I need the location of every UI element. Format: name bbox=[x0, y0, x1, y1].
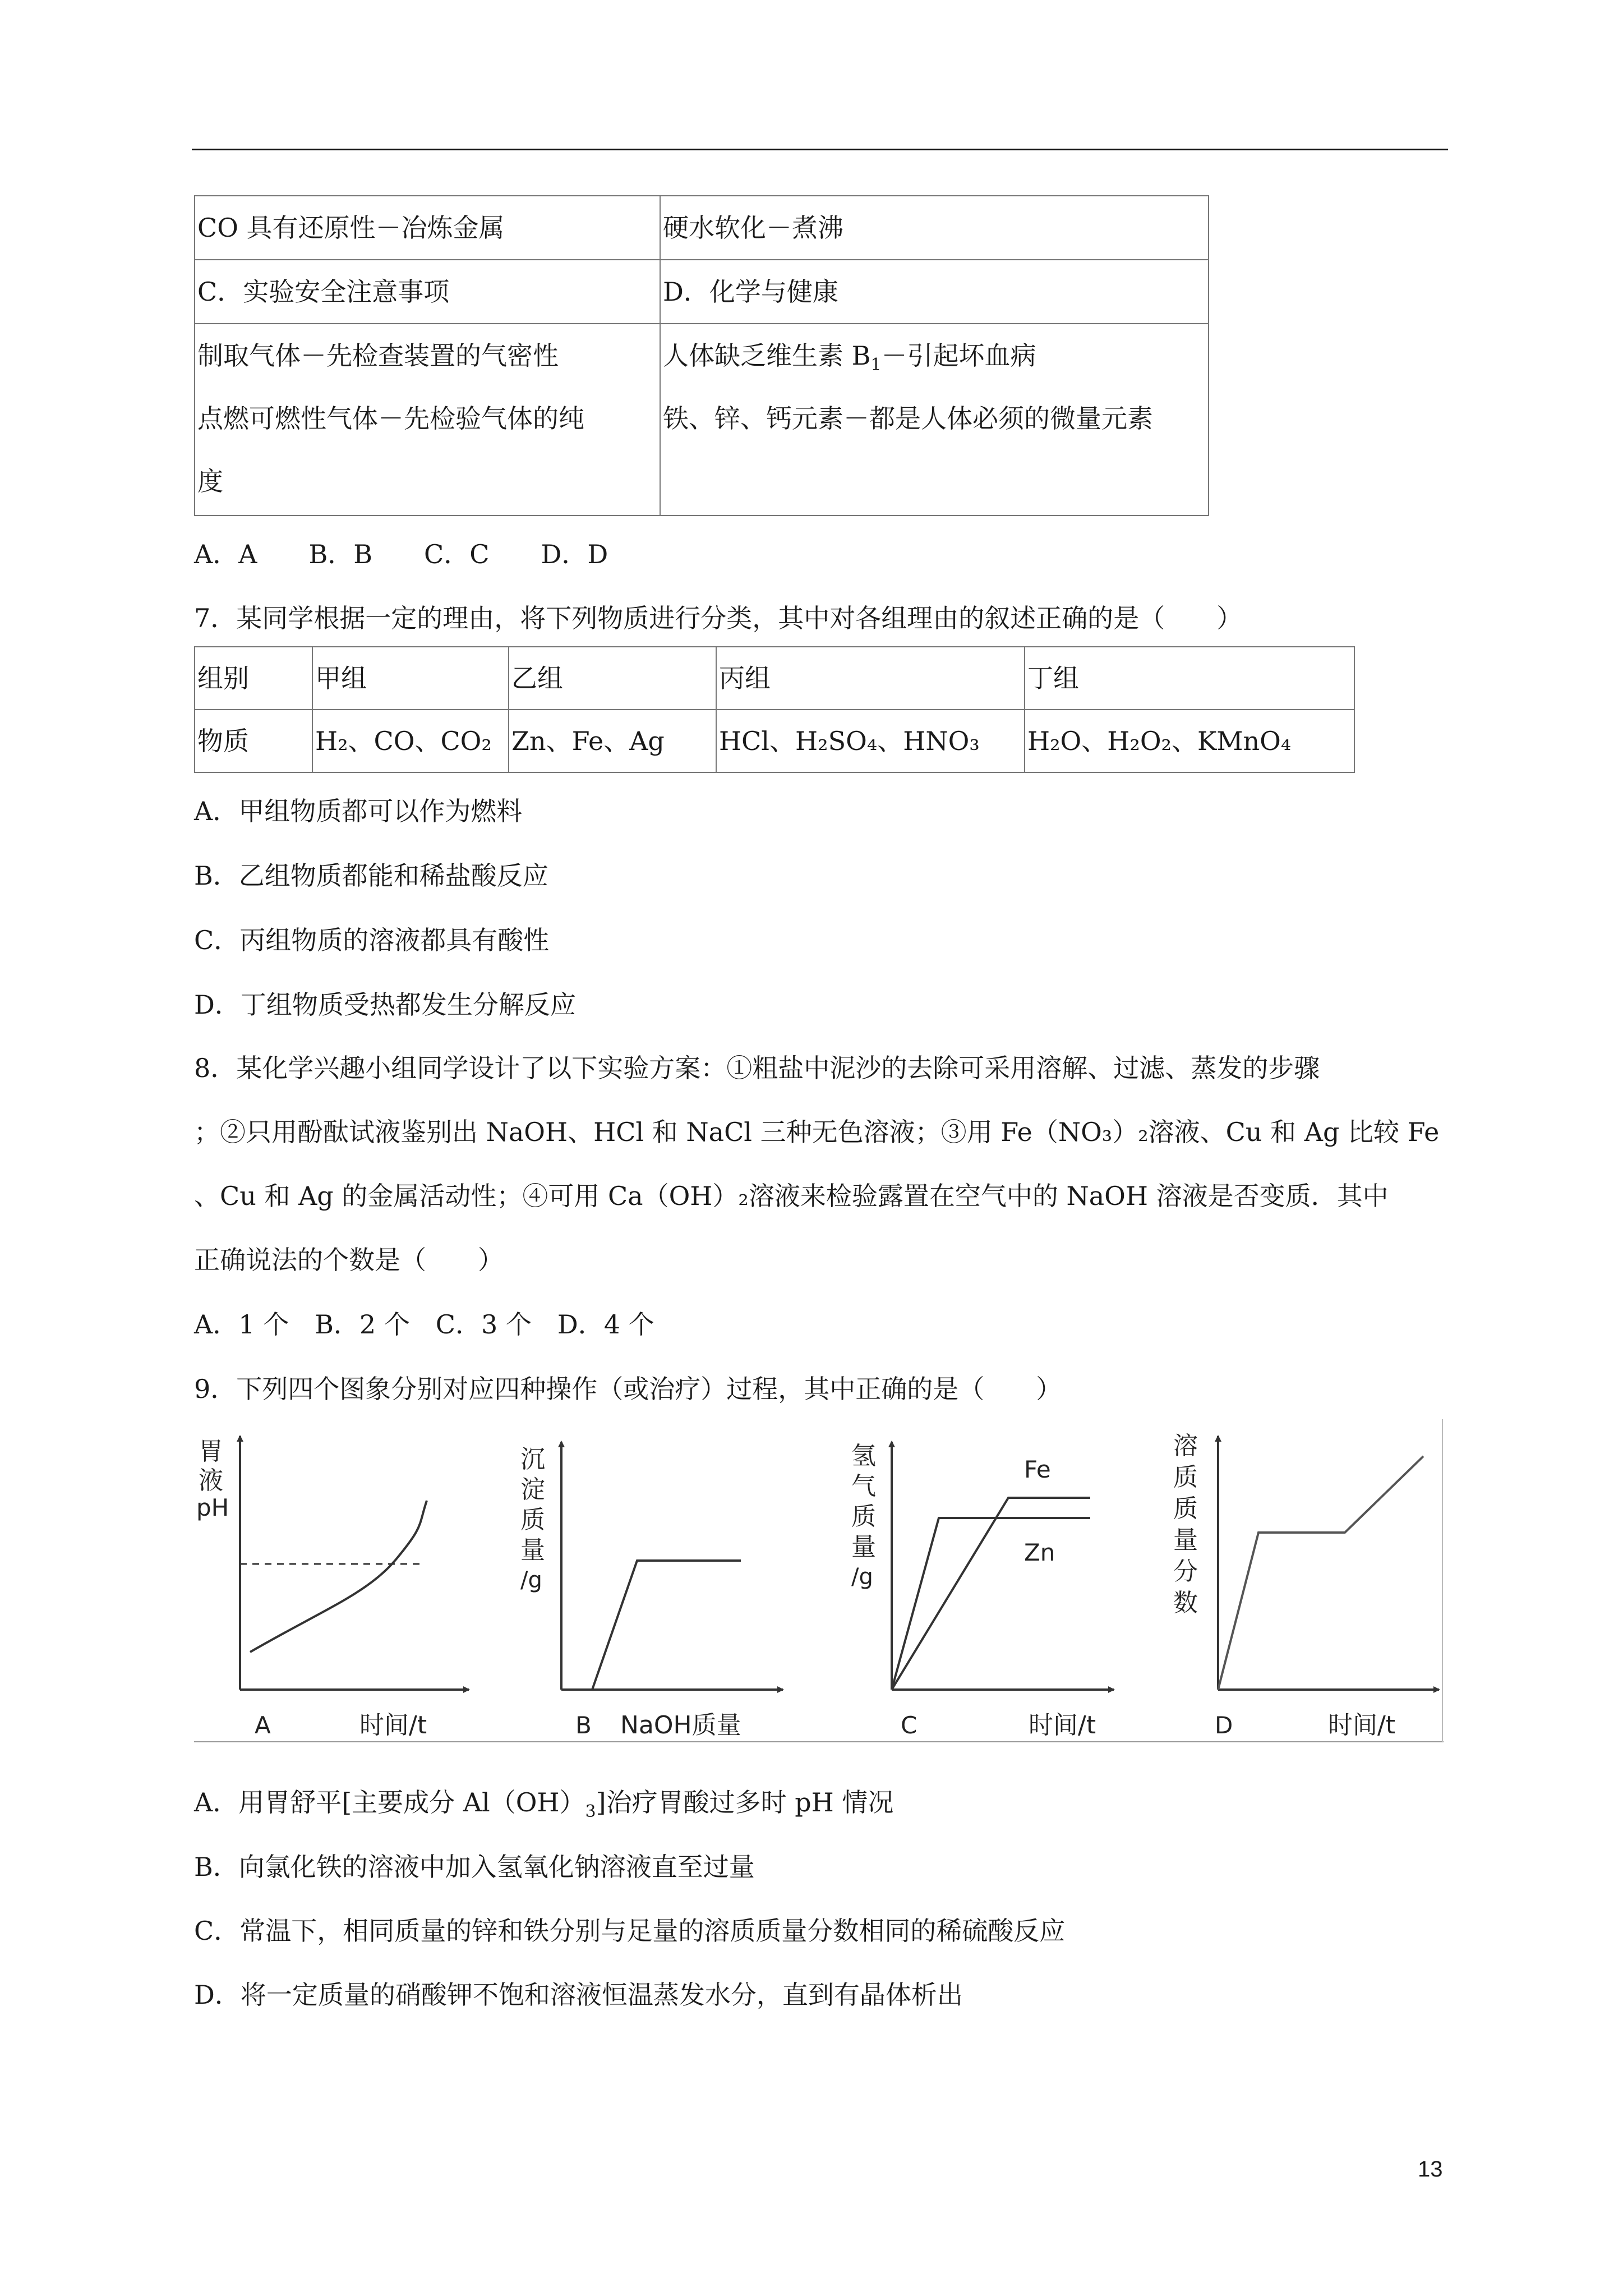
q7-option-d: D．丁组物质受热都发生分解反应 bbox=[194, 990, 576, 1020]
graph-d-ylabel-1: 溶 bbox=[1173, 1432, 1198, 1460]
graph-d-ylabel-4: 量 bbox=[1173, 1526, 1198, 1554]
table-cell: 乙组 bbox=[509, 647, 716, 710]
table-cell: 硬水软化－煮沸 bbox=[660, 196, 1209, 260]
graph-a-ylabel-2: 液 bbox=[199, 1466, 223, 1495]
graph-b-ylabel-3: 质 bbox=[520, 1506, 545, 1534]
table-cell: 物质 bbox=[195, 710, 312, 772]
header-rule bbox=[192, 149, 1448, 150]
table-cell: Zn、Fe、Ag bbox=[509, 710, 716, 772]
graph-c-ylabel-3: 质 bbox=[851, 1502, 876, 1531]
q7-option-a: A．甲组物质都可以作为燃料 bbox=[194, 796, 523, 826]
graph-d-ylabel-2: 质 bbox=[1173, 1463, 1198, 1492]
table-cell bbox=[660, 324, 1209, 516]
table-cell: 丁组 bbox=[1025, 647, 1354, 710]
q8-options: A．1 个 B．2 个 C．3 个 D．4 个 bbox=[194, 1309, 654, 1340]
knowledge-table bbox=[194, 195, 1209, 516]
table-cell: 丙组 bbox=[716, 647, 1025, 710]
graph-c-xlabel: 时间/t bbox=[1029, 1711, 1096, 1740]
graph-a-ylabel-3: pH bbox=[196, 1494, 229, 1521]
subscript: 1 bbox=[870, 355, 882, 375]
table-row bbox=[195, 647, 1354, 710]
option-text: ]治疗胃酸过多时 pH 情况 bbox=[596, 1787, 894, 1818]
cell-text: 人体缺乏维生素 B bbox=[663, 341, 871, 371]
page-number: 13 bbox=[1418, 2157, 1443, 2182]
q9-option-b: B．向氯化铁的溶液中加入氢氧化钠溶液直至过量 bbox=[194, 1852, 755, 1882]
graph-c-letter: C bbox=[901, 1711, 917, 1739]
graph-d-ylabel-3: 质 bbox=[1173, 1494, 1198, 1523]
graph-b-line bbox=[561, 1561, 741, 1690]
q7-option-b: B．乙组物质都能和稀盐酸反应 bbox=[194, 861, 548, 891]
graph-c-fe-label: Fe bbox=[1024, 1456, 1051, 1483]
table-cell: D．化学与健康 bbox=[660, 260, 1209, 324]
q7-option-c: C．丙组物质的溶液都具有酸性 bbox=[194, 925, 550, 955]
q9-stem: 9．下列四个图象分别对应四种操作（或治疗）过程，其中正确的是（ ） bbox=[194, 1374, 1062, 1404]
graph-a-xlabel: 时间/t bbox=[359, 1711, 427, 1740]
cell-line: 铁、锌、钙元素－都是人体必须的微量元素 bbox=[663, 403, 1153, 434]
graph-d-ylabel-5: 分 bbox=[1173, 1557, 1198, 1586]
cell-line: 制取气体－先检查装置的气密性 bbox=[197, 341, 559, 371]
q9-option-d: D．将一定质量的硝酸钾不饱和溶液恒温蒸发水分，直到有晶体析出 bbox=[194, 1980, 963, 2010]
graph-c-fe-line bbox=[892, 1498, 1090, 1690]
table-cell: CO 具有还原性－冶炼金属 bbox=[195, 196, 660, 260]
graph-c-ylabel-1: 氢 bbox=[851, 1442, 876, 1470]
table-cell: 甲组 bbox=[312, 647, 509, 710]
option-text: A．用胃舒平[主要成分 Al（OH） bbox=[194, 1787, 585, 1818]
graph-c bbox=[851, 1442, 1114, 1740]
graph-a-letter: A bbox=[255, 1711, 271, 1739]
table-cell: H₂、CO、CO₂ bbox=[312, 710, 509, 772]
table-cell: C．实验安全注意事项 bbox=[195, 260, 660, 324]
q7-stem: 7．某同学根据一定的理由，将下列物质进行分类，其中对各组理由的叙述正确的是（ ） bbox=[194, 603, 1243, 633]
cell-text: －引起坏血病 bbox=[881, 341, 1036, 371]
cell-line: 度 bbox=[197, 466, 223, 496]
cell-line bbox=[663, 450, 1206, 513]
table-cell: 组别 bbox=[195, 647, 312, 710]
graph-d-ylabel-6: 数 bbox=[1173, 1589, 1198, 1617]
graph-d bbox=[1173, 1432, 1439, 1740]
graph-c-zn-label: Zn bbox=[1024, 1539, 1055, 1566]
table-row bbox=[195, 260, 1209, 324]
q8-line-4: 正确说法的个数是（ ） bbox=[194, 1245, 504, 1275]
q9-graphs-figure bbox=[194, 1419, 1444, 1745]
graph-c-zn-line bbox=[892, 1518, 1090, 1690]
q6-options: A．A B．B C．C D．D bbox=[194, 539, 608, 569]
graph-c-ylabel-2: 气 bbox=[851, 1472, 876, 1501]
q8-line-3: 、Cu 和 Ag 的金属活动性；④可用 Ca（OH）₂溶液来检验露置在空气中的 NaOH 溶液是否变质．其中 bbox=[194, 1181, 1389, 1211]
graph-d-letter: D bbox=[1215, 1711, 1233, 1739]
graph-a-curve bbox=[250, 1501, 427, 1652]
q9-option-c: C．常温下，相同质量的锌和铁分别与足量的溶质质量分数相同的稀硫酸反应 bbox=[194, 1916, 1066, 1946]
subscript: 3 bbox=[585, 1802, 596, 1822]
q8-line-2: ；②只用酚酞试液鉴别出 NaOH、HCl 和 NaCl 三种无色溶液；③用 Fe（NO₃）₂溶液、Cu 和 Ag 比较 Fe bbox=[194, 1117, 1440, 1147]
graph-c-ylabel-4: 量 bbox=[851, 1533, 876, 1561]
table-cell bbox=[195, 324, 660, 516]
table-row bbox=[195, 324, 1209, 516]
cell-line: 点燃可燃性气体－先检验气体的纯 bbox=[197, 403, 584, 434]
graph-b-ylabel-4: 量 bbox=[520, 1536, 545, 1565]
q9-option-a bbox=[194, 1782, 893, 1821]
graph-b-ylabel-1: 沉 bbox=[520, 1445, 545, 1474]
table-cell: HCl、H₂SO₄、HNO₃ bbox=[716, 710, 1025, 772]
graph-d-xlabel: 时间/t bbox=[1328, 1711, 1396, 1740]
table-cell: H₂O、H₂O₂、KMnO₄ bbox=[1025, 710, 1354, 772]
graph-b-xlabel: NaOH质量 bbox=[620, 1711, 741, 1740]
graph-d-line bbox=[1218, 1456, 1423, 1690]
graph-a-ylabel-1: 胃 bbox=[199, 1437, 223, 1466]
table-row bbox=[195, 710, 1354, 772]
table-row bbox=[195, 196, 1209, 260]
graph-c-ylabel-5: /g bbox=[851, 1564, 873, 1590]
cell-line bbox=[663, 324, 1206, 387]
q8-line-1: 8．某化学兴趣小组同学设计了以下实验方案：①粗盐中泥沙的去除可采用溶解、过滤、蒸发的步骤 bbox=[194, 1053, 1320, 1083]
graph-b-ylabel-2: 淀 bbox=[520, 1475, 545, 1504]
graph-b-letter: B bbox=[575, 1711, 592, 1739]
classification-table bbox=[194, 646, 1355, 773]
graph-a bbox=[196, 1436, 469, 1740]
graph-b bbox=[520, 1442, 783, 1740]
graph-b-ylabel-5: /g bbox=[520, 1567, 542, 1593]
